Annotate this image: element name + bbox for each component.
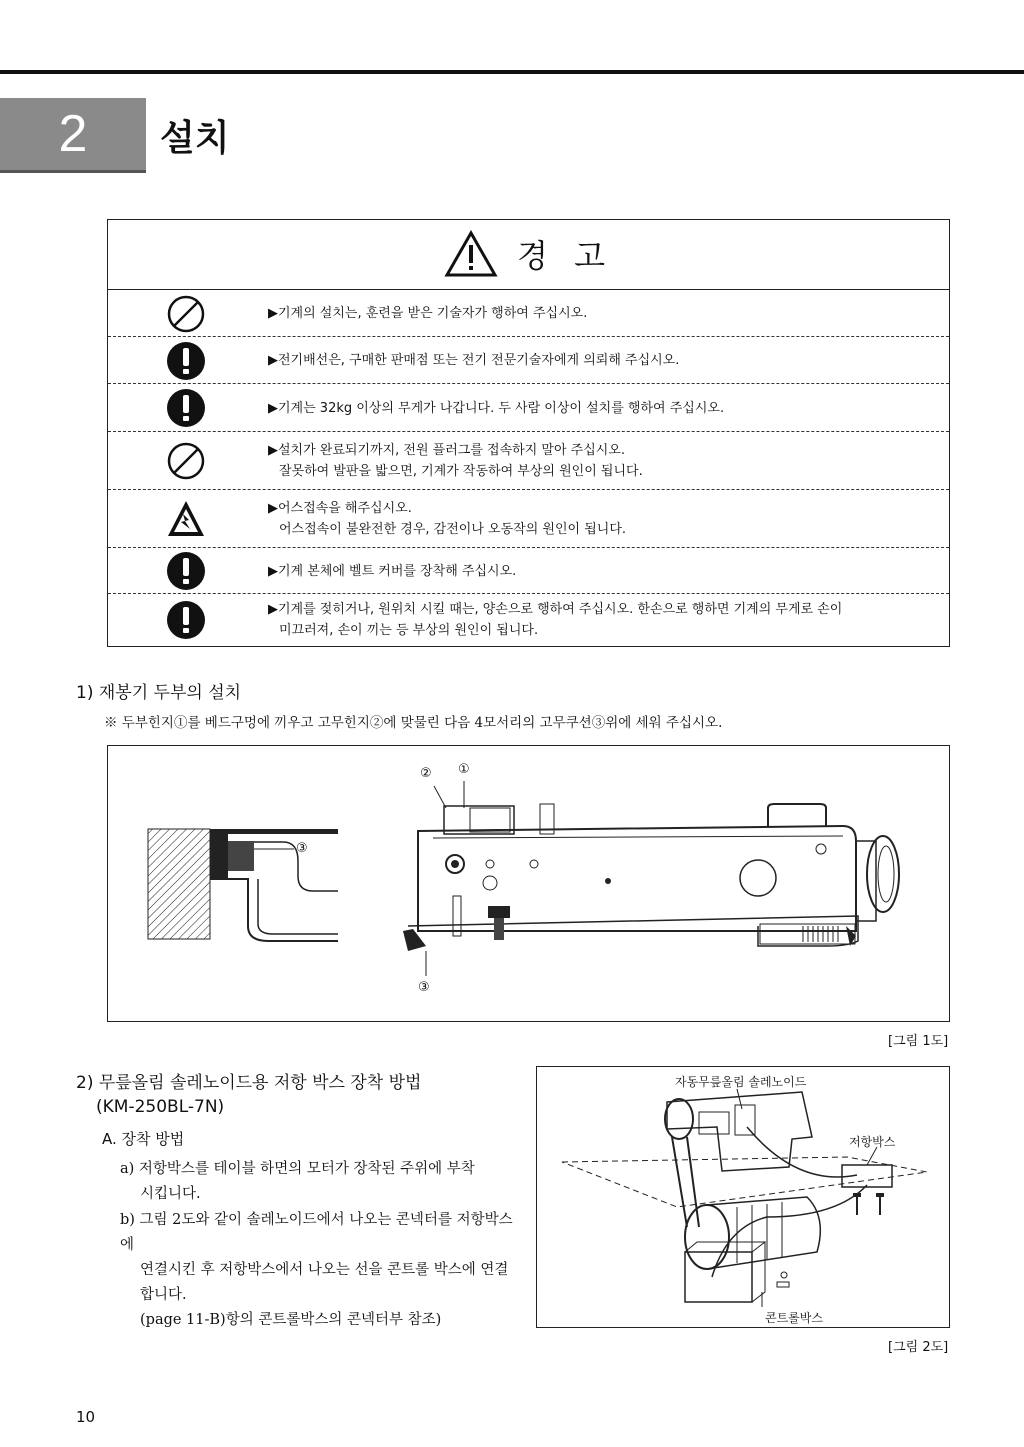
warning-header [108, 220, 949, 290]
warning-line: ▶기계를 젖히거나, 원위치 시킬 때는, 양손으로 행하여 주십시오. 한손으로 행하면 기계의 무게로 손이 [268, 602, 843, 617]
warning-row [108, 548, 949, 594]
paragraph-a-line2: 시킵니다. [140, 1186, 201, 1202]
paragraph-a-line1: a) 저항박스를 테이블 하면의 모터가 장착된 주위에 부착 [120, 1161, 475, 1177]
fig2-label-solenoid: 자동무릎올림 솔레노이드 [675, 1075, 807, 1089]
warning-row [108, 290, 949, 337]
paragraph-b-line2: 연결시킨 후 저항박스에서 나오는 선을 콘트롤 박스에 연결 [140, 1262, 509, 1278]
fig1-label-3-left: ③ [296, 841, 308, 856]
warning-table [107, 219, 950, 647]
warning-row [108, 337, 949, 384]
warning-line: 잘못하여 발판을 밟으면, 기계가 작동하여 부상의 원인이 됩니다. [279, 464, 643, 479]
warning-row [108, 432, 949, 490]
paragraph-b-line4: (page 11-B)항의 콘트롤박스의 콘넥터부 참조) [140, 1312, 442, 1328]
section1-title: 1) 재봉기 두부의 설치 [76, 683, 242, 703]
paragraph-b [120, 1208, 520, 1333]
electric-shock-icon [166, 499, 206, 539]
machine-head-illustration [108, 746, 949, 1021]
warning-row [108, 490, 949, 548]
warning-text [268, 498, 626, 540]
warning-line: ▶기계 본체에 벨트 커버를 장착해 주십시오. [268, 563, 517, 579]
warning-line: 어스접속이 불완전한 경우, 감전이나 오동작의 원인이 됩니다. [279, 522, 627, 537]
section2-subsection: A. 장착 방법 [102, 1130, 185, 1148]
warning-title: 경 고 [517, 237, 614, 275]
exclamation-icon [166, 341, 206, 381]
warning-line: ▶기계의 설치는, 훈련을 받은 기술자가 행하여 주십시오. [268, 306, 588, 321]
fig1-label-3-bottom: ③ [418, 980, 430, 995]
figure-1-caption: [그림 1도] [888, 1034, 949, 1049]
warning-line: ▶전기배선은, 구매한 판매점 또는 전기 전문기술자에게 의뢰해 주십시오. [268, 353, 680, 368]
figure-2 [536, 1066, 950, 1328]
warning-text [268, 599, 842, 641]
exclamation-icon [166, 551, 206, 591]
section2-title: 2) 무릎올림 솔레노이드용 저항 박스 장착 방법 [76, 1073, 422, 1093]
paragraph-b-line1: b) 그림 2도와 같이 솔레노이드에서 나오는 콘넥터를 저항박스에 [120, 1212, 513, 1253]
section1-note: ※ 두부힌지①를 베드구멍에 끼우고 고무힌지②에 맞물린 다음 4모서리의 고무쿠션③위에 세워 주십시오. [104, 715, 723, 731]
top-rule [0, 70, 1024, 74]
chapter-number: 2 [0, 98, 146, 173]
warning-row [108, 384, 949, 432]
section2-subtitle: (KM-250BL-7N) [96, 1097, 225, 1117]
warning-line: ▶어스접속을 해주십시오. [268, 501, 412, 516]
fig2-label-control-box: 콘트롤박스 [765, 1311, 823, 1325]
page-number: 10 [76, 1408, 96, 1426]
warning-text [268, 350, 679, 371]
exclamation-icon [166, 388, 206, 428]
prohibit-icon [166, 441, 206, 481]
warning-line: 미끄러져, 손이 끼는 등 부상의 원인이 됩니다. [279, 623, 539, 638]
fig1-label-1: ① [458, 762, 470, 777]
paragraph-a [120, 1157, 520, 1207]
warning-text [268, 303, 587, 324]
warning-triangle-icon [444, 230, 498, 278]
chapter-title: 설치 [160, 118, 230, 159]
warning-row [108, 594, 949, 646]
resistor-box-illustration [537, 1067, 949, 1327]
warning-text [268, 398, 724, 419]
warning-text [268, 440, 643, 482]
warning-text [268, 561, 516, 582]
exclamation-icon [166, 600, 206, 640]
fig1-label-2: ② [420, 766, 432, 781]
figure-1 [107, 745, 950, 1022]
figure-2-caption: [그림 2도] [888, 1340, 949, 1355]
fig2-label-resistor-box: 저항박스 [849, 1135, 896, 1149]
paragraph-b-line3: 합니다. [140, 1287, 187, 1303]
warning-line: ▶기계는 32kg 이상의 무게가 나갑니다. 두 사람 이상이 설치를 행하여 주십시오. [268, 400, 725, 416]
warning-line: ▶설치가 완료되기까지, 전원 플러그를 접속하지 말아 주십시오. [268, 443, 626, 458]
prohibit-icon [166, 294, 206, 334]
